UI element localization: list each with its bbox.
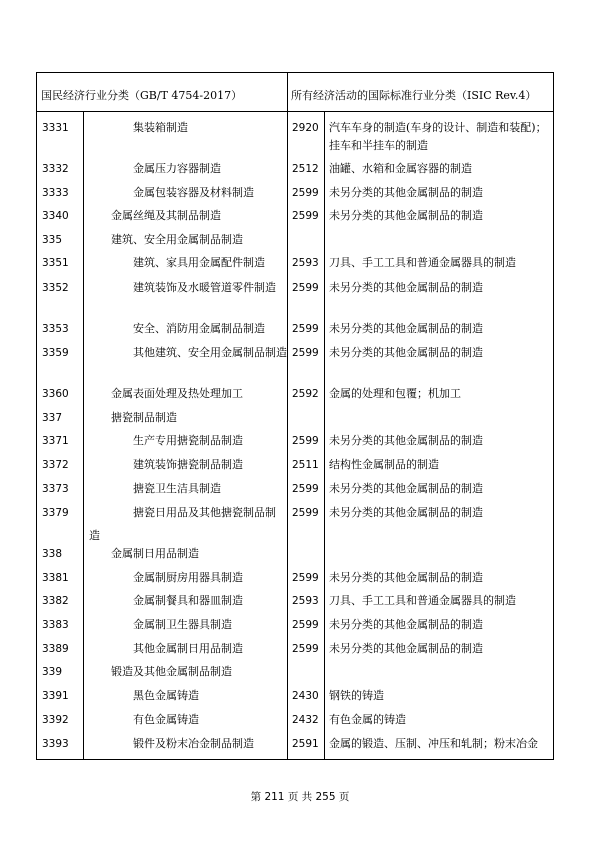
gb-code: 335	[42, 234, 63, 246]
isic-description: 钢铁的铸造	[329, 689, 384, 702]
gb-code: 3371	[42, 435, 69, 447]
gb-code: 3340	[42, 210, 69, 222]
column-divider	[287, 73, 288, 759]
isic-description: 汽车车身的制造(车身的设计、制造和装配)；挂车和半挂车的制造	[329, 121, 547, 152]
gb-code: 3333	[42, 187, 69, 199]
gb-category-name: 建筑装饰搪瓷制品制造	[133, 458, 243, 471]
gb-category-name: 锻件及粉末冶金制品制造	[133, 737, 254, 750]
isic-code: 2599	[292, 483, 319, 495]
gb-code: 3353	[42, 323, 69, 335]
gb-code: 3391	[42, 690, 69, 702]
gb-category-name: 搪瓷制品制造	[111, 411, 177, 424]
isic-code: 2599	[292, 187, 319, 199]
column-divider	[324, 111, 325, 759]
gb-code: 3372	[42, 459, 69, 471]
isic-code: 2599	[292, 210, 319, 222]
isic-code: 2599	[292, 323, 319, 335]
isic-description: 金属的锻造、压制、冲压和轧制；粉末冶金	[329, 737, 538, 750]
isic-description: 未另分类的其他金属制品的制造	[329, 434, 483, 447]
isic-code: 2920	[292, 122, 319, 134]
gb-category-name: 金属丝绳及其制品制造	[111, 209, 221, 222]
gb-code: 3381	[42, 572, 69, 584]
isic-code: 2599	[292, 643, 319, 655]
gb-category-name: 搪瓷日用品及其他搪瓷制品制	[133, 506, 276, 519]
isic-code: 2512	[292, 163, 319, 175]
isic-code: 2599	[292, 347, 319, 359]
classification-table	[36, 72, 554, 760]
gb-category-name: 锻造及其他金属制品制造	[111, 665, 232, 678]
gb-code: 3332	[42, 163, 69, 175]
isic-code: 2593	[292, 257, 319, 269]
isic-code: 2430	[292, 690, 319, 702]
gb-category-name: 建筑、安全用金属制品制造	[111, 233, 243, 246]
isic-description: 刀具、手工工具和普通金属器具的制造	[329, 256, 516, 269]
isic-description: 有色金属的铸造	[329, 713, 406, 726]
gb-category-name: 金属表面处理及热处理加工	[111, 387, 243, 400]
gb-category-name: 建筑、家具用金属配件制造	[133, 256, 265, 269]
gb-category-name: 黑色金属铸造	[133, 689, 199, 702]
gb-code: 338	[42, 548, 63, 560]
isic-description: 未另分类的其他金属制品的制造	[329, 506, 483, 519]
gb-code: 3359	[42, 347, 69, 359]
header-isic-classification: 所有经济活动的国际标准行业分类（ISIC Rev.4）	[291, 89, 537, 102]
gb-code: 3373	[42, 483, 69, 495]
gb-category-name: 搪瓷卫生洁具制造	[133, 482, 221, 495]
isic-code: 2599	[292, 619, 319, 631]
gb-category-name: 金属制厨房用器具制造	[133, 571, 243, 584]
gb-category-name: 安全、消防用金属制品制造	[133, 322, 265, 335]
isic-code: 2599	[292, 435, 319, 447]
page-number: 第 211 页 共 255 页	[250, 791, 350, 803]
isic-description: 未另分类的其他金属制品的制造	[329, 346, 483, 359]
isic-description: 未另分类的其他金属制品的制造	[329, 209, 483, 222]
isic-description: 未另分类的其他金属制品的制造	[329, 186, 483, 199]
gb-code: 3351	[42, 257, 69, 269]
gb-category-name: 生产专用搪瓷制品制造	[133, 434, 243, 447]
gb-code: 3360	[42, 388, 69, 400]
column-divider	[83, 111, 84, 759]
gb-code: 337	[42, 412, 63, 424]
header-gb-classification: 国民经济行业分类（GB/T 4754-2017）	[41, 89, 243, 102]
gb-code: 3379	[42, 507, 69, 519]
gb-category-name: 金属制卫生器具制造	[133, 618, 232, 631]
isic-description: 金属的处理和包覆；机加工	[329, 387, 461, 400]
isic-description: 未另分类的其他金属制品的制造	[329, 571, 483, 584]
isic-description: 未另分类的其他金属制品的制造	[329, 618, 483, 631]
gb-category-name: 其他金属制日用品制造	[133, 642, 243, 655]
gb-code: 339	[42, 666, 63, 678]
isic-description: 结构性金属制品的制造	[329, 458, 439, 471]
isic-code: 2599	[292, 282, 319, 294]
gb-category-name: 集装箱制造	[133, 121, 188, 134]
gb-code: 3389	[42, 643, 69, 655]
isic-code: 2432	[292, 714, 319, 726]
isic-description: 刀具、手工工具和普通金属器具的制造	[329, 594, 516, 607]
isic-code: 2599	[292, 507, 319, 519]
gb-code: 3383	[42, 619, 69, 631]
gb-code: 3392	[42, 714, 69, 726]
gb-category-name: 金属压力容器制造	[133, 162, 221, 175]
gb-code: 3331	[42, 122, 69, 134]
isic-description: 油罐、水箱和金属容器的制造	[329, 162, 472, 175]
isic-description: 未另分类的其他金属制品的制造	[329, 642, 483, 655]
gb-category-name: 其他建筑、安全用金属制品制造	[133, 346, 287, 359]
gb-category-name: 金属制餐具和器皿制造	[133, 594, 243, 607]
header-divider	[37, 111, 553, 112]
isic-description: 未另分类的其他金属制品的制造	[329, 482, 483, 495]
gb-category-name: 金属包装容器及材料制造	[133, 186, 254, 199]
gb-category-name: 建筑装饰及水暖管道零件制造	[133, 281, 276, 294]
isic-code: 2593	[292, 595, 319, 607]
isic-code: 2599	[292, 572, 319, 584]
gb-category-name-continued: 造	[89, 529, 100, 542]
gb-code: 3393	[42, 738, 69, 750]
isic-description: 未另分类的其他金属制品的制造	[329, 281, 483, 294]
gb-category-name: 有色金属铸造	[133, 713, 199, 726]
isic-code: 2592	[292, 388, 319, 400]
isic-code: 2591	[292, 738, 319, 750]
gb-code: 3352	[42, 282, 69, 294]
isic-code: 2511	[292, 459, 319, 471]
gb-code: 3382	[42, 595, 69, 607]
gb-category-name: 金属制日用品制造	[111, 547, 199, 560]
isic-description: 未另分类的其他金属制品的制造	[329, 322, 483, 335]
